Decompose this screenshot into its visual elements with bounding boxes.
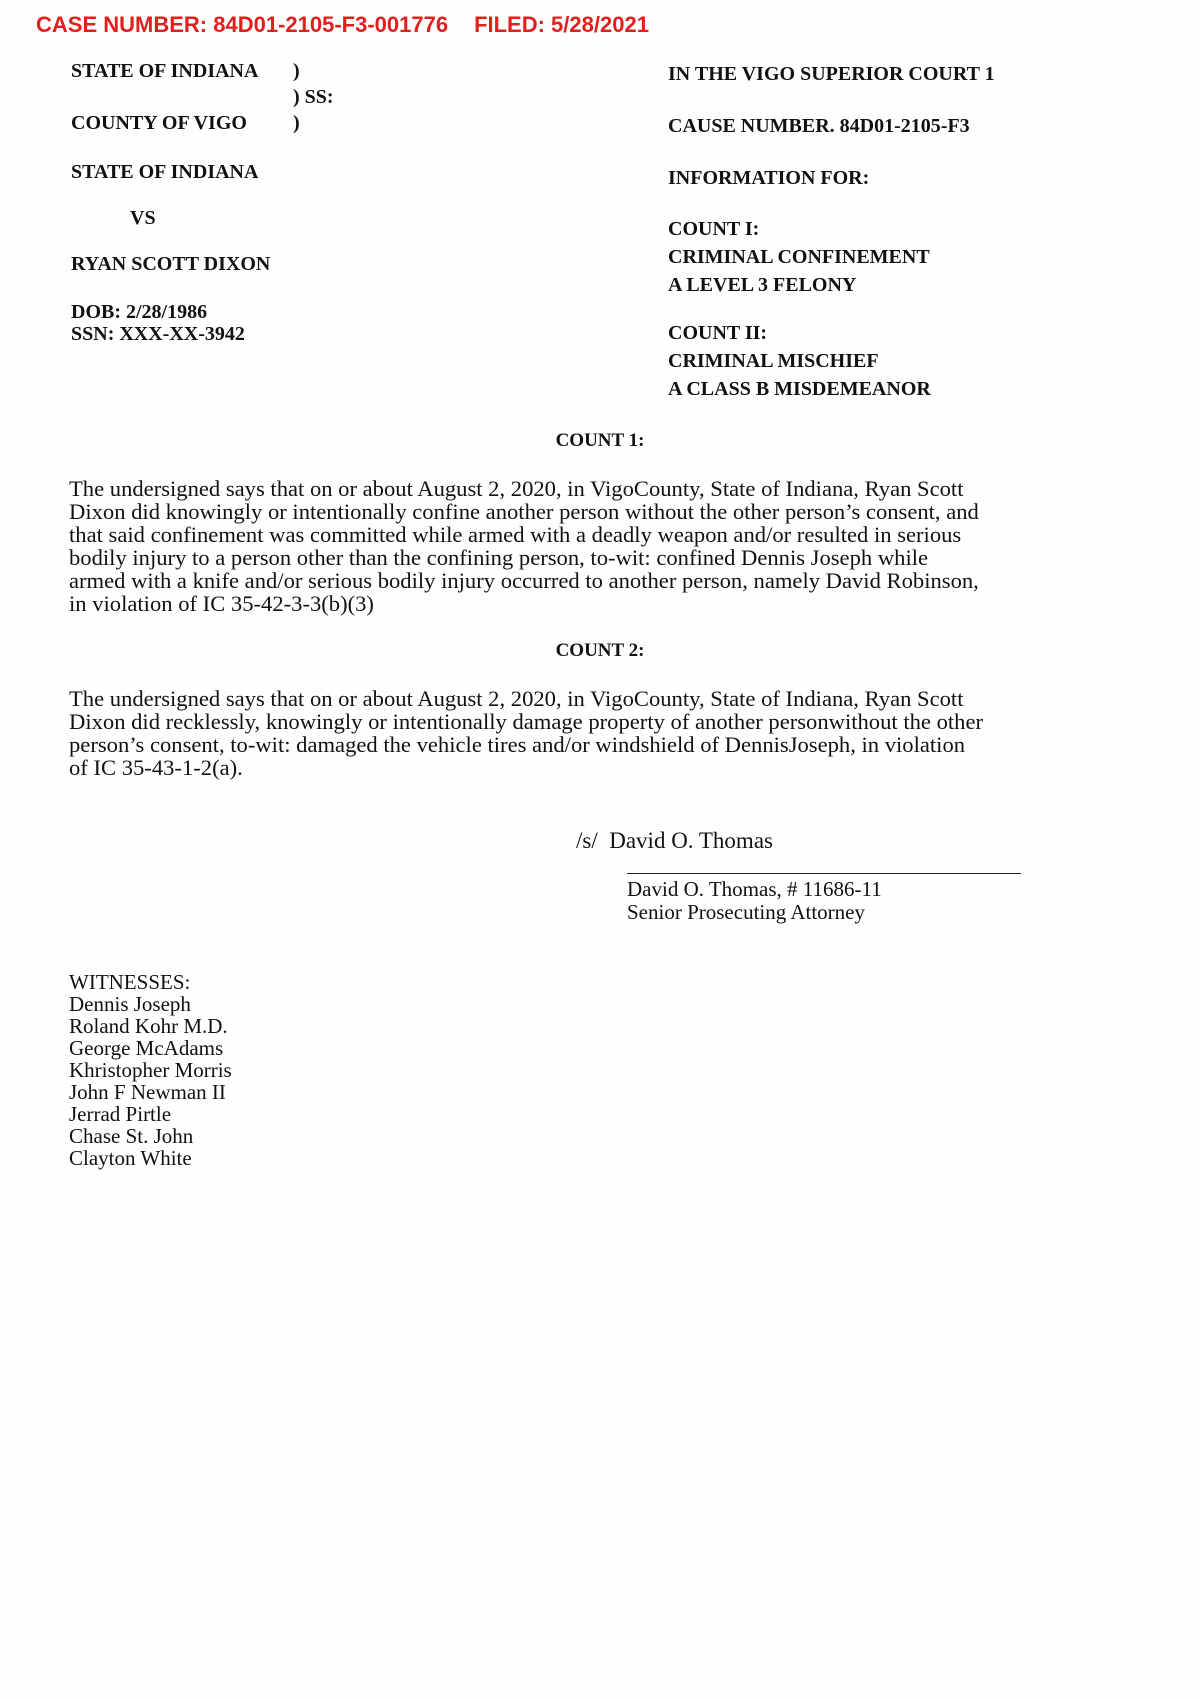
count-2-body xyxy=(69,687,1139,779)
caption-plaintiff: STATE OF INDIANA xyxy=(71,161,259,183)
count-1-level: A LEVEL 3 FELONY xyxy=(668,274,857,296)
witness-name: Clayton White xyxy=(69,1146,192,1170)
witness-list xyxy=(69,971,232,1169)
count-1-line: that said confinement was committed while armed with a deadly weapon and/or resulted in serious xyxy=(69,522,962,547)
count-2-line: The undersigned says that on or about August 2, 2020, in VigoCounty, State of Indiana, Ryan Scott xyxy=(69,686,964,711)
caption-ssn: SSN: XXX-XX-3942 xyxy=(71,323,245,345)
court-name: IN THE VIGO SUPERIOR COURT 1 xyxy=(668,63,995,85)
caption-state: STATE OF INDIANA xyxy=(71,60,259,82)
witness-name: Chase St. John xyxy=(69,1124,194,1148)
count-2-level: A CLASS B MISDEMEANOR xyxy=(668,378,931,400)
witness-name: Roland Kohr M.D. xyxy=(69,1014,228,1038)
e-signature: /s/ David O. Thomas xyxy=(576,828,773,853)
witness-name: Khristopher Morris xyxy=(69,1058,232,1082)
caption-county: COUNTY OF VIGO xyxy=(71,112,247,134)
witness-name: John F Newman II xyxy=(69,1080,226,1104)
caption-defendant: RYAN SCOTT DIXON xyxy=(71,253,271,275)
case-number: CASE NUMBER: 84D01-2105-F3-001776 xyxy=(36,12,449,37)
count-2-line: Dixon did recklessly, knowingly or intentionally damage property of another personwithout the other xyxy=(69,709,983,734)
count-1-offense: CRIMINAL CONFINEMENT xyxy=(668,246,930,268)
count-2-line: person’s consent, to-wit: damaged the vehicle tires and/or windshield of DennisJoseph, in violation xyxy=(69,732,966,757)
filed-date: FILED: 5/28/2021 xyxy=(474,12,649,37)
caption-vs: VS xyxy=(130,207,156,229)
caption-paren-1: ) xyxy=(293,60,300,82)
count-1-label: COUNT I: xyxy=(668,218,760,240)
count-1-line: in violation of IC 35-42-3-3(b)(3) xyxy=(69,591,374,616)
signer-title: Senior Prosecuting Attorney xyxy=(627,900,865,924)
filing-stamp xyxy=(36,12,675,38)
count-1-line: armed with a knife and/or serious bodily injury occurred to another person, namely David Robinson, xyxy=(69,568,979,593)
witness-heading: WITNESSES: xyxy=(69,970,191,994)
count-1-line: Dixon did knowingly or intentionally confine another person without the other person’s consent, and xyxy=(69,499,979,524)
witness-name: Jerrad Pirtle xyxy=(69,1102,172,1126)
count-1-title: COUNT 1: xyxy=(555,430,645,451)
cause-number: CAUSE NUMBER. 84D01-2105-F3 xyxy=(668,115,970,137)
information-heading: INFORMATION FOR: xyxy=(668,167,870,189)
caption-dob: DOB: 2/28/1986 xyxy=(71,301,208,323)
signature-line xyxy=(627,873,1021,874)
witness-name: George McAdams xyxy=(69,1036,224,1060)
count-2-line: of IC 35-43-1-2(a). xyxy=(69,755,243,780)
witness-name: Dennis Joseph xyxy=(69,992,191,1016)
count-2-title: COUNT 2: xyxy=(555,640,645,661)
caption-ss: ) SS: xyxy=(293,86,334,108)
caption-paren-2: ) xyxy=(293,112,300,134)
count-1-line: The undersigned says that on or about August 2, 2020, in VigoCounty, State of Indiana, Ryan Scott xyxy=(69,476,964,501)
count-1-line: bodily injury to a person other than the confining person, to-wit: confined Dennis Joseph while xyxy=(69,545,929,570)
count-2-offense: CRIMINAL MISCHIEF xyxy=(668,350,879,372)
count-1-body xyxy=(69,477,1139,615)
signer-name: David O. Thomas, # 11686-11 xyxy=(627,877,882,901)
count-2-label: COUNT II: xyxy=(668,322,768,344)
